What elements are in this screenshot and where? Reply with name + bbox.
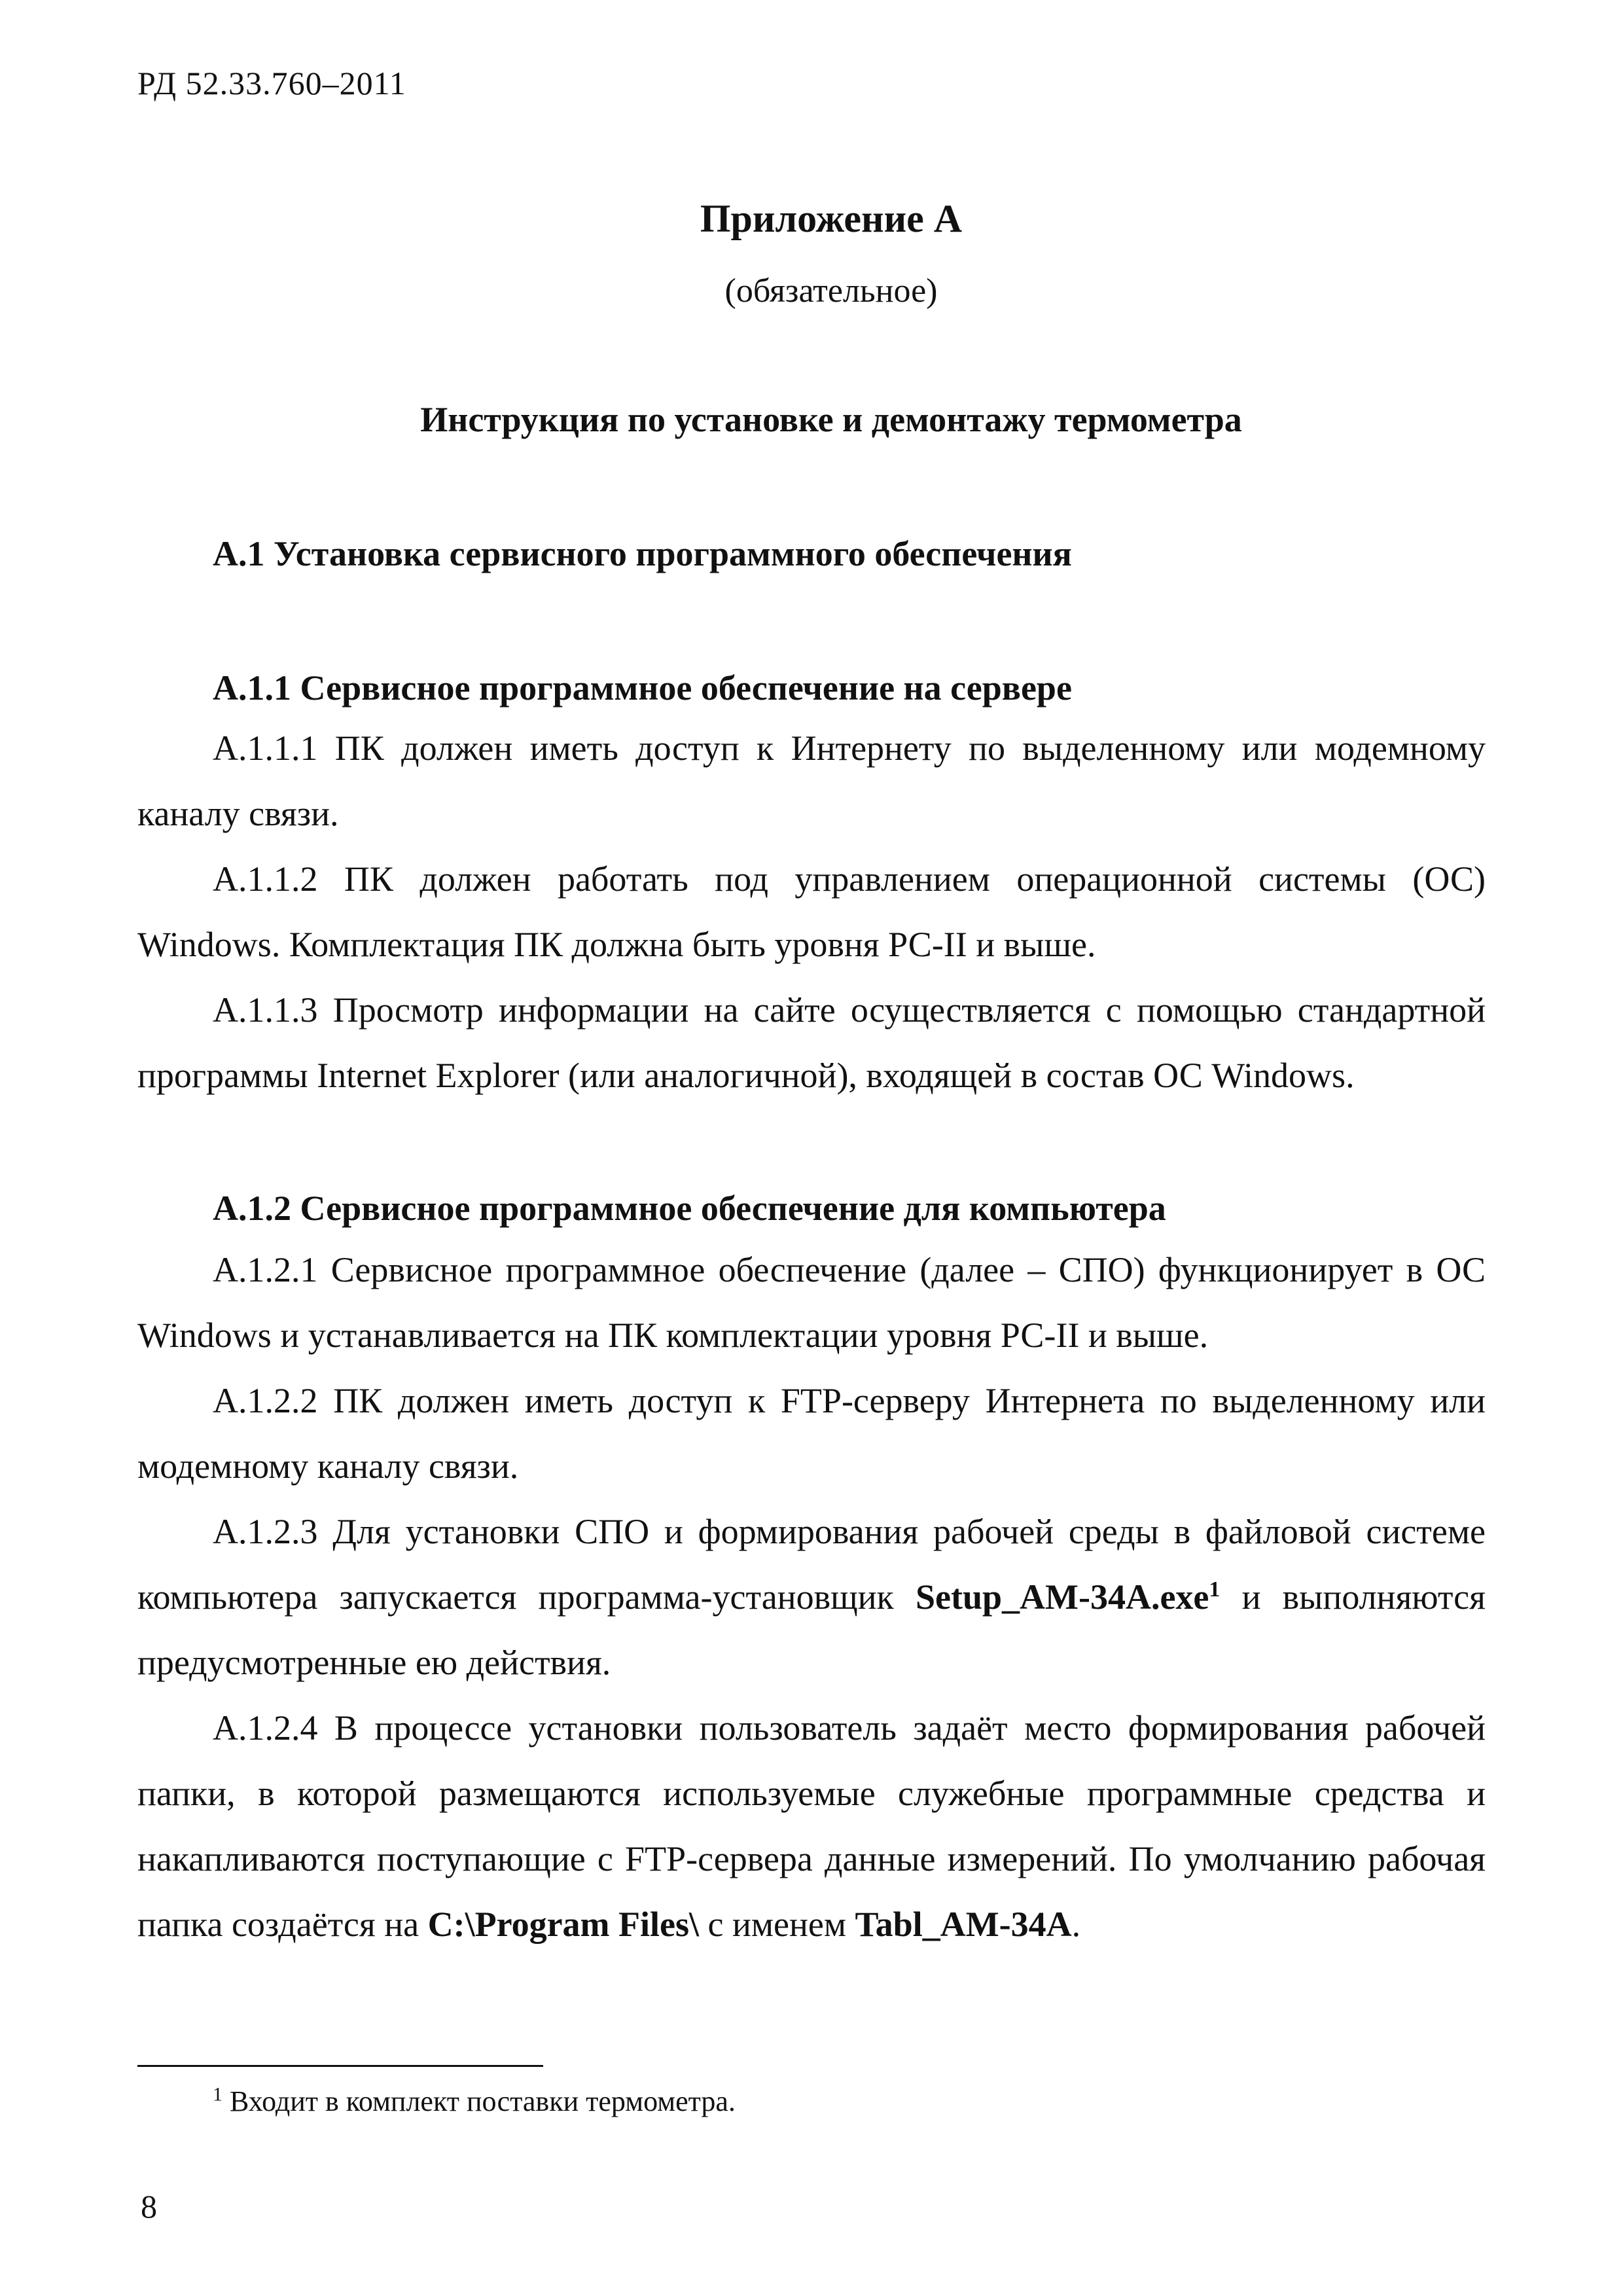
footnote-text: Входит в комплект поставки термометра. (223, 2085, 736, 2117)
appendix-status: (обязательное) (724, 272, 938, 310)
default-install-path: C:\Program Files\ (427, 1905, 699, 1944)
paragraph-a123-text-end: и выполняются предусмотренные ею действия. (137, 1577, 1486, 1682)
section-a12-heading: А.1.2 Сервисное программное обеспечение для компьютера (213, 1189, 1166, 1228)
paragraph-a121: А.1.2.1 Сервисное программное обеспечение (далее – СПО) функционирует в ОС Windows и устанавливается на ПК комплектации уровня РС-II и выше. (137, 1250, 1486, 1355)
footnote-mark: 1 (213, 2083, 223, 2106)
paragraph-a111: А.1.1.1 ПК должен иметь доступ к Интернету по выделенному или модемному каналу связи. (137, 728, 1486, 833)
footnote-divider (137, 2065, 543, 2067)
footnote (213, 2085, 736, 2118)
paragraph-a123 (137, 1499, 1486, 1695)
paragraph-a113: А.1.1.3 Просмотр информации на сайте осуществляется с помощью стандартной программы Internet Explorer (или аналогичной), входящей в состав ОС Windows. (137, 990, 1486, 1095)
working-folder-name: Tabl_AM-34A (855, 1905, 1072, 1944)
appendix-title: Приложение А (700, 197, 963, 240)
section-a11-heading: А.1.1 Сервисное программное обеспечение на сервере (213, 668, 1072, 708)
paragraph-a124-text-start: А.1.2.4 В процессе установки пользователь задаёт место формирования рабочей папки, в которой размещаются используемые служебные программные средства и накапливаются поступающие с FTP-сервера данные измерений. По умолчанию рабочая папка создаётся на (137, 1708, 1486, 1944)
section-a1-heading: А.1 Установка сервисного программного обеспечения (213, 534, 1072, 573)
paragraph-a123-text-start: А.1.2.3 Для установки СПО и формирования рабочей среды в файловой системе компьютера запускается программа-установщик (137, 1512, 1486, 1617)
installer-filename: Setup_AM-34A.exe (915, 1577, 1209, 1617)
paragraph-a122: А.1.2.2 ПК должен иметь доступ к FTP-серверу Интернета по выделенному или модемному каналу связи. (137, 1381, 1486, 1486)
document-code-header: РД 52.33.760–2011 (137, 65, 406, 101)
paragraph-a124-text-middle: с именем (699, 1905, 855, 1944)
document-title: Инструкция по установке и демонтажу термометра (420, 400, 1242, 439)
paragraph-a124-text-end: . (1071, 1905, 1081, 1944)
page-number: 8 (141, 2188, 157, 2225)
footnote-reference: 1 (1209, 1577, 1221, 1602)
paragraph-a124 (137, 1695, 1486, 1957)
paragraph-a112: А.1.1.2 ПК должен работать под управлением операционной системы (ОС) Windows. Комплектация ПК должна быть уровня РС-II и выше. (137, 859, 1486, 964)
